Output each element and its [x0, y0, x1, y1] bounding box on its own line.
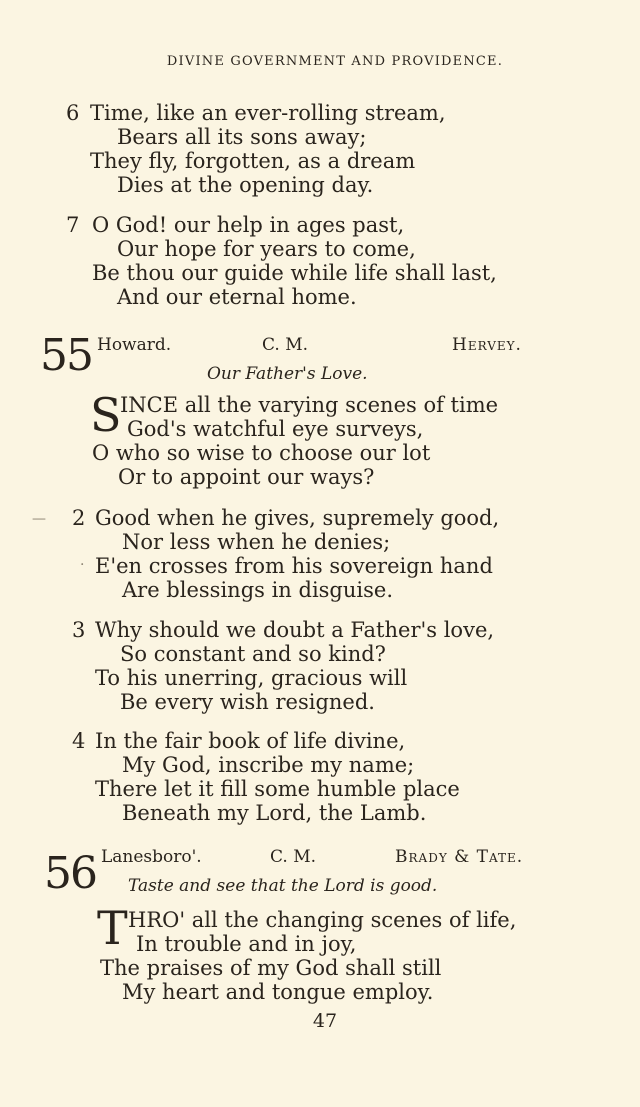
hymn-number: 56 — [44, 848, 96, 899]
verse-number: 3 — [72, 618, 86, 642]
verse-line: Dies at the opening day. — [117, 173, 374, 197]
meter: C. M. — [270, 847, 317, 867]
page-number: 47 — [312, 1010, 338, 1032]
verse-line: And our eternal home. — [117, 285, 357, 309]
verse-line: Beneath my Lord, the Lamb. — [122, 801, 427, 825]
verse-line: God's watchful eye surveys, — [127, 417, 424, 441]
verse-line: In trouble and in joy, — [136, 932, 357, 956]
verse-line: Be every wish resigned. — [120, 690, 375, 714]
verse-line: To his unerring, gracious will — [95, 666, 408, 690]
verse-number: 4 — [72, 729, 86, 753]
author: Hervey. — [452, 335, 522, 355]
verse-line: Bears all its sons away; — [117, 125, 367, 149]
verse-line: Or to appoint our ways? — [118, 465, 375, 489]
verse-line: There let it fill some humble place — [95, 777, 460, 801]
verse-line: My heart and tongue employ. — [122, 980, 434, 1004]
verse-line: HRO' all the changing scenes of life, — [128, 908, 517, 932]
verse-line: Are blessings in disguise. — [122, 578, 394, 602]
drop-cap: T — [97, 901, 128, 955]
meter: C. M. — [262, 335, 309, 355]
verse-line: The praises of my God shall still — [100, 956, 442, 980]
verse-line: Time, like an ever-rolling stream, — [90, 101, 446, 125]
verse-line: Why should we doubt a Father's love, — [95, 618, 495, 642]
verse-line: My God, inscribe my name; — [122, 753, 415, 777]
running-head: DIVINE GOVERNMENT AND PROVIDENCE. — [166, 54, 504, 69]
drop-cap: S — [90, 388, 122, 442]
verse-line: Be thou our guide while life shall last, — [92, 261, 497, 285]
margin-mark: · — [80, 557, 85, 573]
verse-line: Nor less when he denies; — [122, 530, 391, 554]
tune-name: Howard. — [97, 335, 172, 355]
verse-line: In the fair book of life divine, — [95, 729, 406, 753]
verse-line: O who so wise to choose our lot — [92, 441, 431, 465]
verse-line: So constant and so kind? — [120, 642, 386, 666]
verse-line: Our hope for years to come, — [117, 237, 416, 261]
verse-line: O God! our help in ages past, — [92, 213, 405, 237]
verse-line: E'en crosses from his sovereign hand — [95, 554, 493, 578]
author: Brady & Tate. — [395, 847, 524, 867]
verse-line: Good when he gives, supremely good, — [95, 506, 500, 530]
verse-number: 2 — [72, 506, 86, 530]
tune-name: Lanesboro'. — [101, 847, 202, 867]
hymn-title: Taste and see that the Lord is good. — [128, 876, 438, 896]
hymn-title: Our Father's Love. — [207, 364, 368, 384]
margin-mark: — — [32, 511, 46, 527]
verse-number: 7 — [66, 213, 80, 237]
verse-line: They fly, forgotten, as a dream — [90, 149, 416, 173]
verse-number: 6 — [66, 101, 80, 125]
verse-line: INCE all the varying scenes of time — [120, 393, 499, 417]
hymn-number: 55 — [40, 330, 92, 381]
